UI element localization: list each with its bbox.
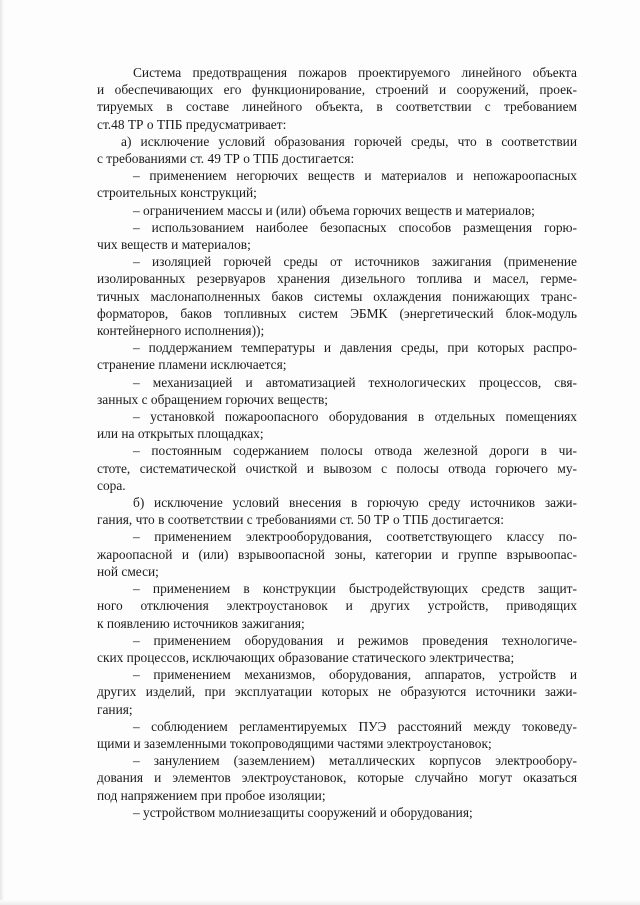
text-line: с требованиями ст. 49 ТР о ТПБ достигается: (97, 151, 355, 167)
text-line: тируемых в составе линейного объекта, в соответствии с требованием (97, 99, 577, 115)
text-line: – соблюдением регламентируемых ПУЭ расстояний между токоведу- (133, 718, 577, 734)
text-line: – поддержанием температуры и давления среды, при которых распро- (133, 340, 577, 356)
text-line: тичных маслонаполненных баков системы охлаждения понижающих транс- (97, 288, 577, 304)
text-line: Система предотвращения пожаров проектируемого линейного объекта (133, 65, 577, 80)
text-line: строительных конструкций; (97, 185, 257, 201)
text-line: б) исключение условий внесения в горючую среду источников зажи- (133, 495, 577, 511)
text-line: – изоляцией горючей среды от источников зажигания (применение (133, 254, 577, 270)
text-line: под напряжением при пробое изоляции; (97, 787, 326, 803)
text-line: стоте, систематической очисткой и вывозом с полосы отвода горючего му- (97, 460, 577, 476)
text-line: – применением в конструкции быстродействующих средств защит- (133, 581, 577, 597)
page-bottom-edge (0, 900, 640, 905)
text-line: занных с обращением горючих веществ; (97, 391, 328, 407)
text-line: форматоров, баков топливных систем ЭБМК (энергетический блок-модуль (97, 305, 577, 321)
text-line: к появлению источников зажигания; (97, 615, 305, 631)
text-line: изолированных резервуаров хранения дизельного топлива и масел, гермe- (97, 271, 577, 287)
text-line: – занулением (заземлением) металлических корпусов электрообору- (133, 753, 577, 769)
text-line: – применением механизмов, оборудования, аппаратов, устройств и (133, 667, 577, 683)
text-line: дования и элементов электроустановок, которые случайно могут оказаться (97, 770, 577, 786)
text-line: контейнерного исполнения)); (97, 323, 265, 339)
page-left-edge (0, 0, 4, 905)
text-line: других изделий, при эксплуатации которых не образуются источники зажи- (97, 684, 577, 700)
text-line: и обеспечивающих его функционирование, строений и сооружений, проек- (97, 82, 577, 98)
text-line: сора. (97, 477, 126, 493)
text-line: – применением негорючих веществ и материалов и непожароопасных (133, 168, 577, 184)
text-line: – установкой пожароопасного оборудования в отдельных помещениях (133, 409, 577, 425)
text-line: а) исключение условий образования горючей среды, что в соответствии (121, 133, 577, 149)
text-line: гания, что в соответствии с требованиями ст. 50 ТР о ТПБ достигается: (97, 512, 504, 528)
text-line: чих веществ и материалов; (97, 237, 251, 253)
text-line: ной смеси; (97, 563, 159, 579)
text-line: щими и заземленными токопроводящими частями электроустановок; (97, 735, 492, 751)
text-line: – ограничением массы и (или) объема горючих веществ и материалов; (133, 202, 535, 218)
text-line: странение пламени исключается; (97, 357, 287, 373)
text-line: ских процессов, исключающих образование статического электричества; (97, 649, 515, 665)
text-line: – использованием наиболее безопасных способов размещения горю- (133, 219, 577, 235)
text-line: гания; (97, 701, 133, 717)
text-line: – постоянным содержанием полосы отвода железной дороги в чи- (133, 443, 577, 459)
text-line: ного отключения электроустановок и других устройств, приводящих (97, 598, 577, 614)
text-line: жароопасной и (или) взрывоопасной зоны, категории и группе взрывоопас- (97, 546, 577, 562)
text-line: – механизацией и автоматизацией технологических процессов, свя- (133, 374, 577, 390)
text-line: – применением оборудования и режимов проведения технологиче- (133, 632, 577, 648)
text-line: – устройством молниезащиты сооружений и оборудования; (133, 804, 473, 820)
text-line: ст.48 ТР о ТПБ предусматривает: (97, 116, 287, 132)
text-line: или на открытых площадках; (97, 426, 264, 442)
document-body (97, 64, 577, 821)
text-line: – применением электрооборудования, соответствующего классу по- (133, 529, 577, 545)
